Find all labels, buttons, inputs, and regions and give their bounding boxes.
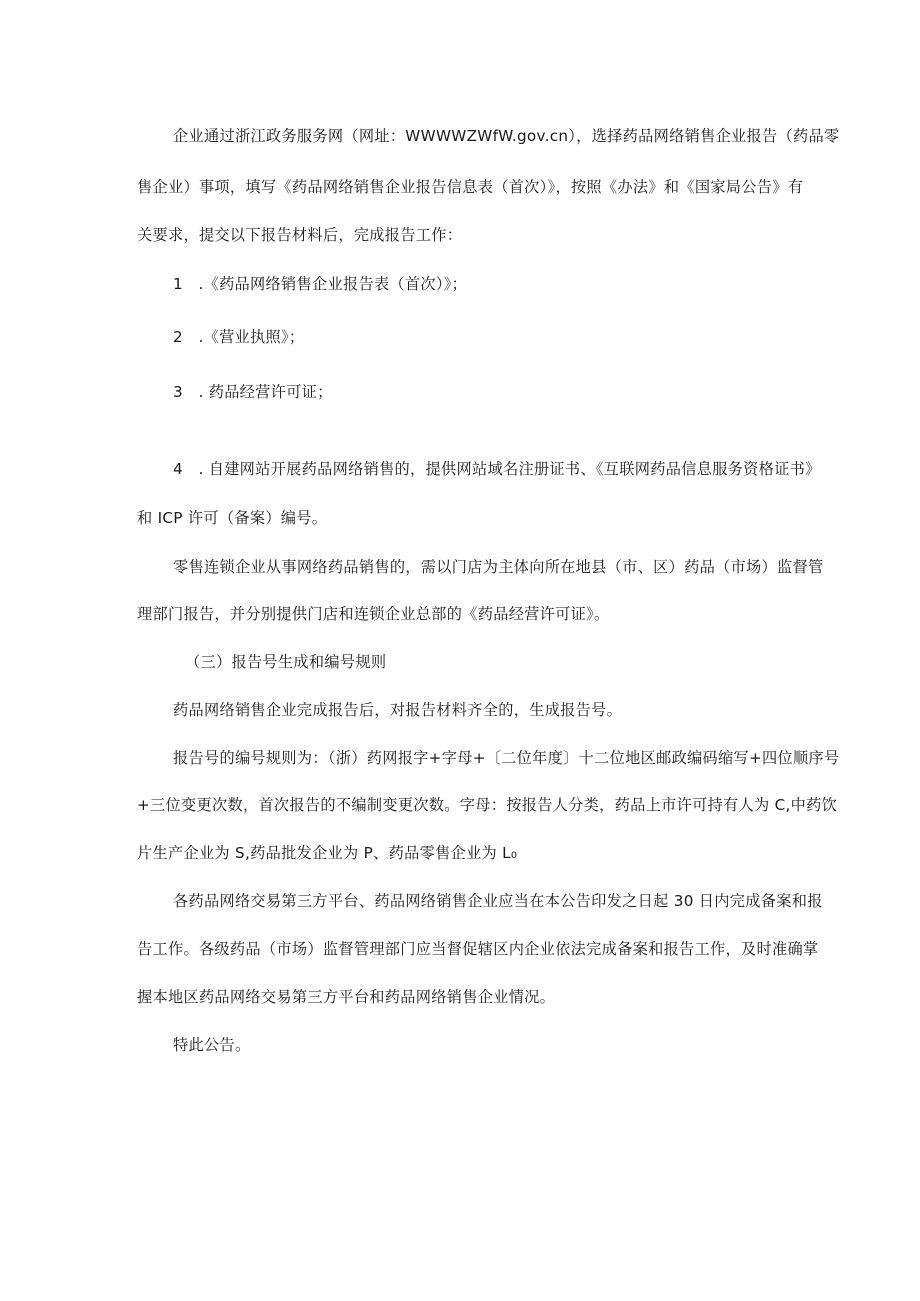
paragraph-line: 关要求，提交以下报告材料后，完成报告工作： bbox=[137, 226, 463, 244]
paragraph-line: 特此公告。 bbox=[173, 1036, 251, 1054]
paragraph-line: 企业通过浙江政务服务网（网址：WWWWZWfW.gov.cn），选择药品网络销售企业报告（药品零 bbox=[173, 127, 840, 145]
paragraph-line: 1 .《药品网络销售企业报告表（首次）》； bbox=[173, 275, 468, 293]
paragraph-line: 2 .《营业执照》； bbox=[173, 328, 305, 346]
paragraph-line: 报告号的编号规则为：（浙）药网报字+字母+〔二位年度〕十二位地区邮政编码缩写+四位顺序号 bbox=[173, 749, 840, 767]
section-heading-text: （三）报告号生成和编号规则 bbox=[185, 653, 387, 671]
paragraph-line: 药品网络销售企业完成报告后，对报告材料齐全的，生成报告号。 bbox=[173, 701, 623, 719]
paragraph-line: 和 ICP 许可（备案）编号。 bbox=[137, 509, 328, 527]
paragraph-line: 告工作。各级药品（市场）监督管理部门应当督促辖区内企业依法完成备案和报告工作，及时准确掌 bbox=[137, 940, 819, 958]
paragraph-line: +三位变更次数，首次报告的不编制变更次数。字母：按报告人分类，药品上市许可持有人为 C,中药饮 bbox=[137, 796, 838, 814]
paragraph-line: 各药品网络交易第三方平台、药品网络销售企业应当在本公告印发之日起 30 日内完成备案和报 bbox=[173, 892, 823, 910]
paragraph-line: 握本地区药品网络交易第三方平台和药品网络销售企业情况。 bbox=[137, 988, 556, 1006]
paragraph-line: 理部门报告，并分别提供门店和连锁企业总部的《药品经营许可证》。 bbox=[137, 605, 610, 623]
paragraph-line: 售企业）事项，填写《药品网络销售企业报告信息表（首次）》，按照《办法》和《国家局公告》有 bbox=[137, 178, 804, 196]
paragraph-line: 片生产企业为 S,药品批发企业为 P、药品零售企业为 L₀ bbox=[137, 844, 518, 862]
paragraph-line: 3 . 药品经营许可证； bbox=[173, 383, 333, 401]
paragraph-line: 零售连锁企业从事网络药品销售的，需以门店为主体向所在地县（市、区）药品（市场）监督管 bbox=[173, 558, 824, 576]
paragraph-line: 4 . 自建网站开展药品网络销售的，提供网站域名注册证书、《互联网药品信息服务资格证书》 bbox=[173, 460, 821, 478]
